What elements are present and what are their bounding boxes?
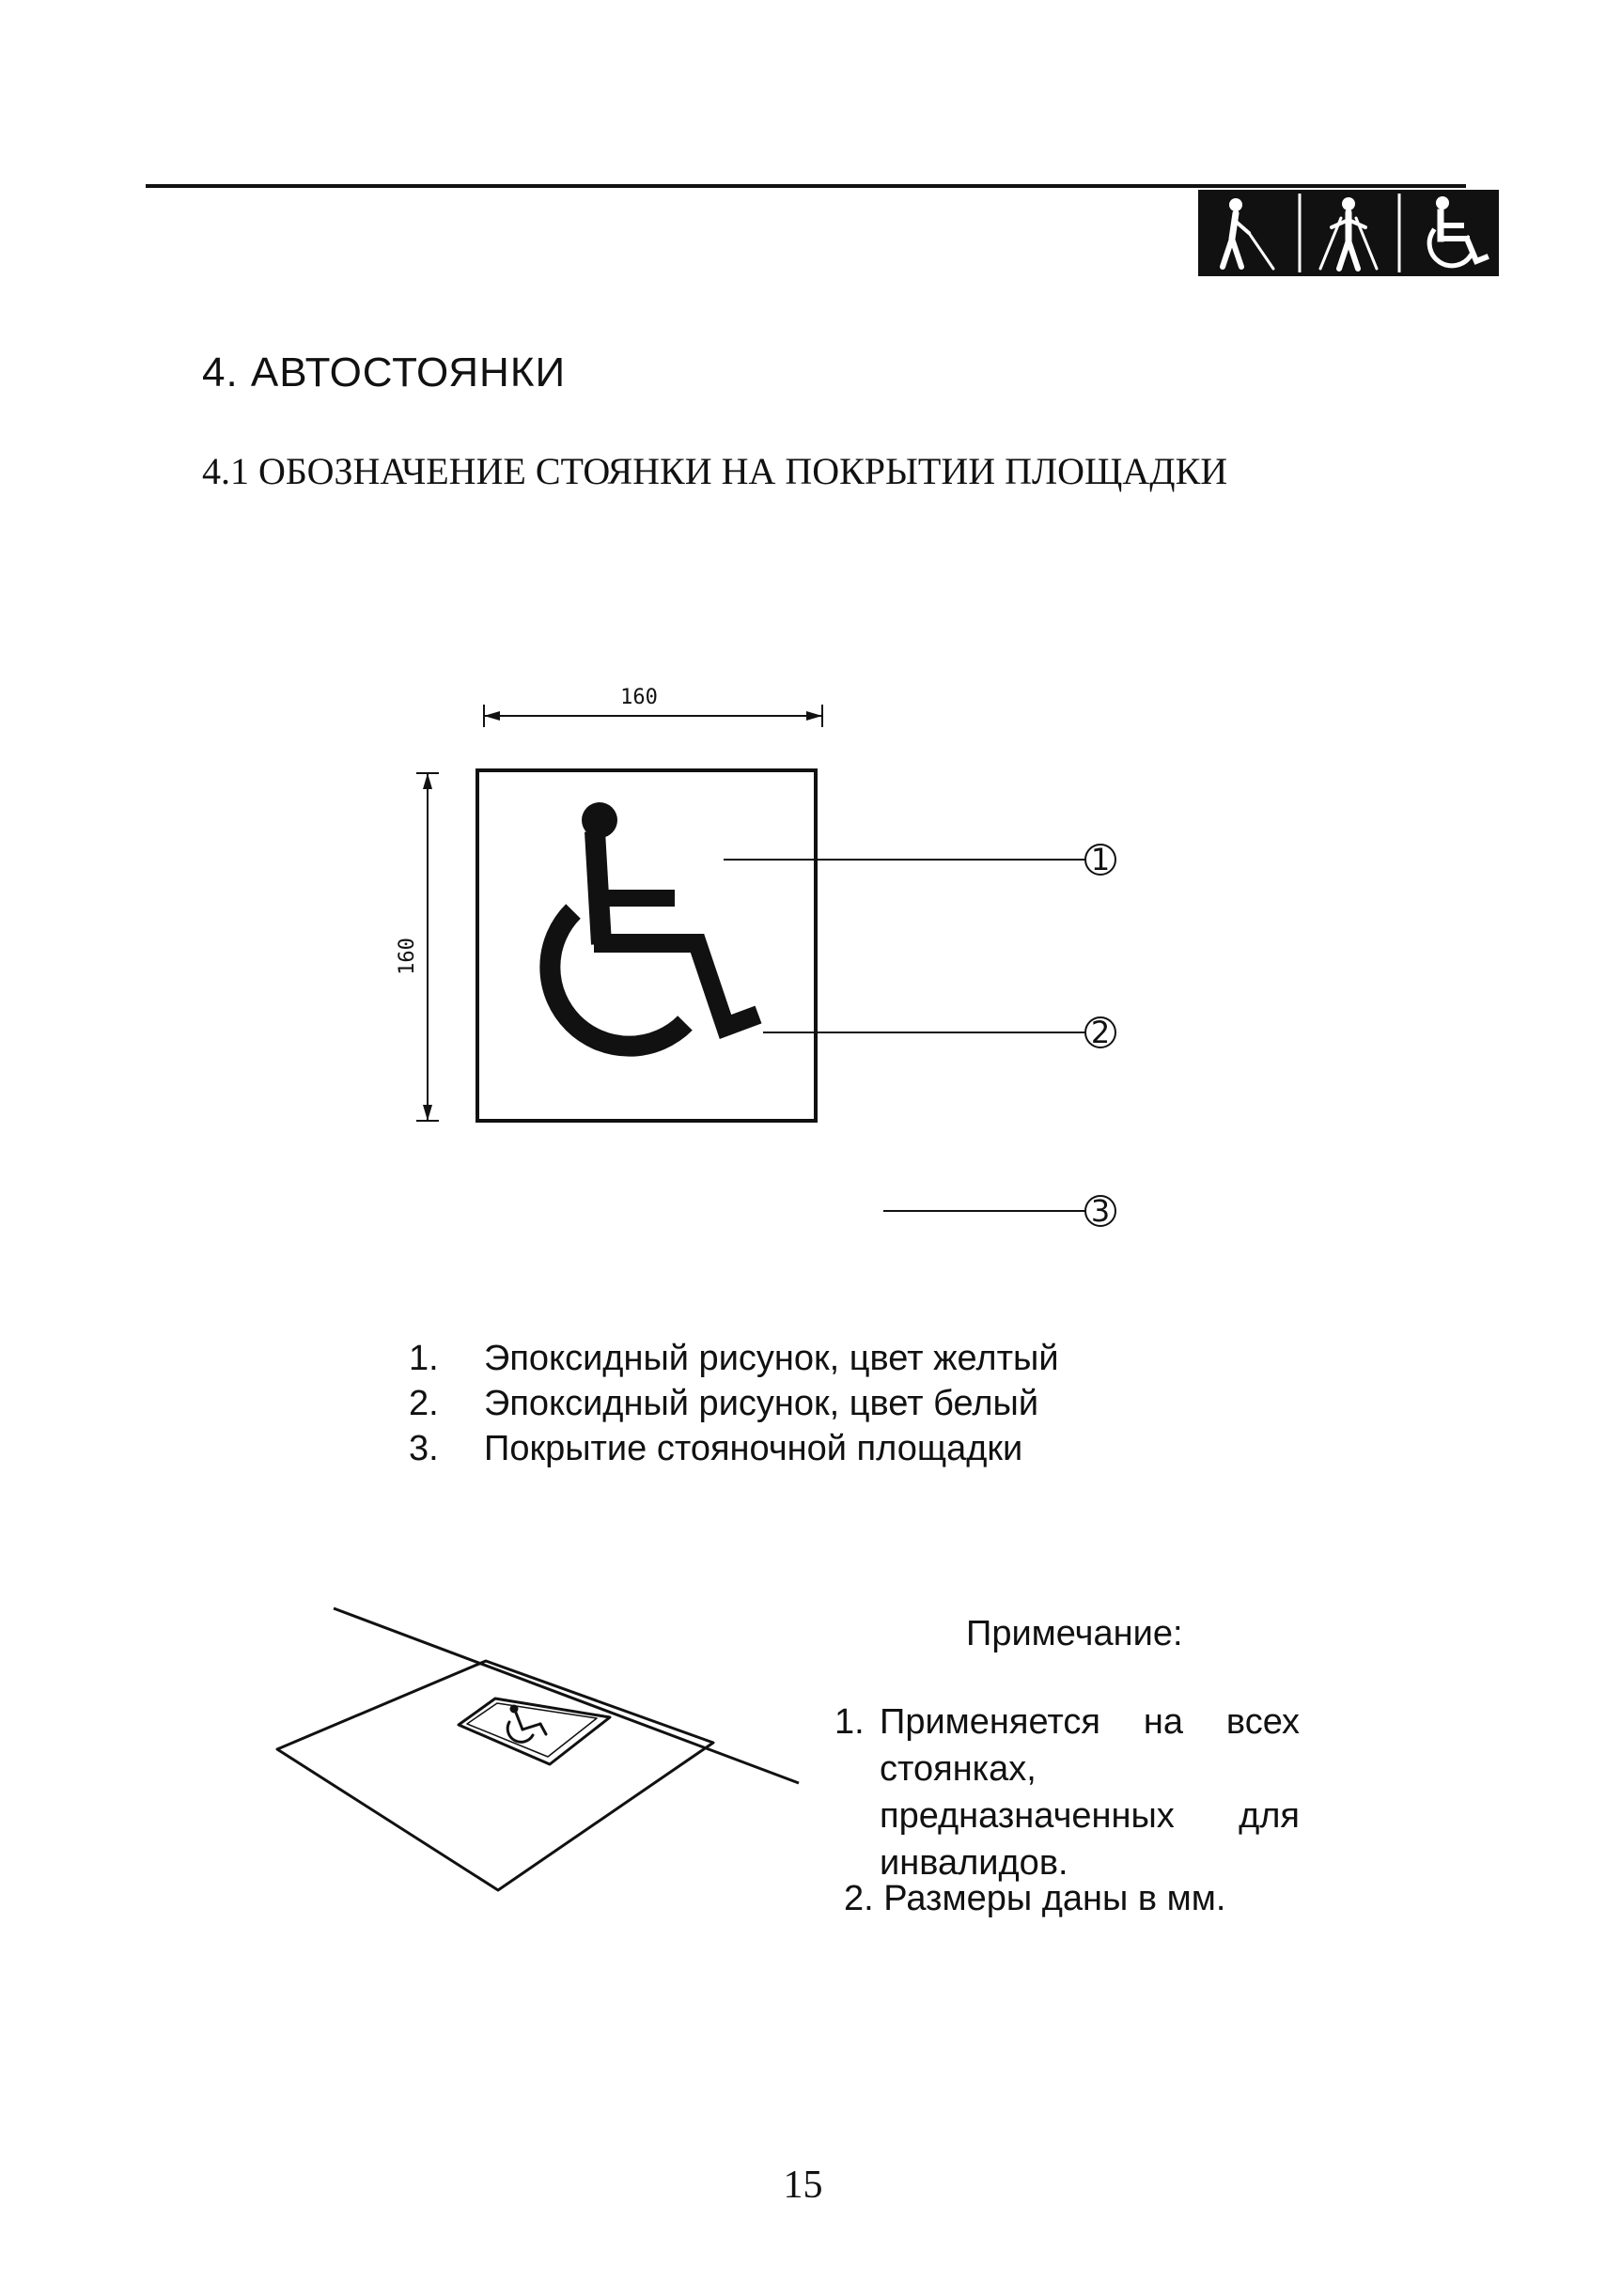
note-item-number: 2. [844,1879,874,1918]
note-heading: Примечание: [966,1614,1183,1653]
legend-item [409,1336,1059,1381]
header-rule [146,184,1466,188]
note-item-text: Применяется на всех стоянках, предназначенных для инвалидов. [880,1702,1300,1883]
note-item [844,1879,1225,1919]
callout-1-number: 1 [1090,842,1111,877]
legend-item [409,1426,1059,1471]
note-item-text: Размеры даны в мм. [883,1879,1226,1918]
page-number: 15 [783,2164,823,2207]
legend-item-text: Эпоксидный рисунок, цвет желтый [484,1339,1059,1378]
header-icon-strip [1198,190,1499,276]
note-item [834,1699,1300,1886]
parking-symbol-drawing [357,658,1203,1268]
bay-wheelchair-mini-icon [507,1706,546,1742]
legend-item-number: 2. [409,1384,439,1423]
height-dimension [416,773,439,1121]
parking-perspective-sketch [268,1592,813,1912]
legend-list [409,1336,1059,1471]
legend-item [409,1381,1059,1426]
section-title: 4. АВТОСТОЯНКИ [202,349,567,396]
wheelchair-symbol [550,802,758,1047]
legend-item-number: 1. [409,1339,439,1378]
callout-2-number: 2 [1090,1015,1111,1050]
height-dimension-label: 160 [396,938,419,975]
legend-item-text: Эпоксидный рисунок, цвет белый [484,1384,1039,1423]
callout-3-number: 3 [1090,1193,1111,1229]
callout-3 [883,1193,1115,1229]
legend-item-text: Покрытие стояночной площадки [484,1429,1023,1468]
width-dimension-label: 160 [620,686,658,709]
legend-item-number: 3. [409,1429,439,1468]
subsection-title: 4.1 ОБОЗНАЧЕНИЕ СТОЯНКИ НА ПОКРЫТИИ ПЛОЩАДКИ [202,450,1228,492]
note-item-number: 1. [834,1702,865,1742]
parking-bay-outline [277,1661,713,1890]
callout-1 [724,842,1115,877]
